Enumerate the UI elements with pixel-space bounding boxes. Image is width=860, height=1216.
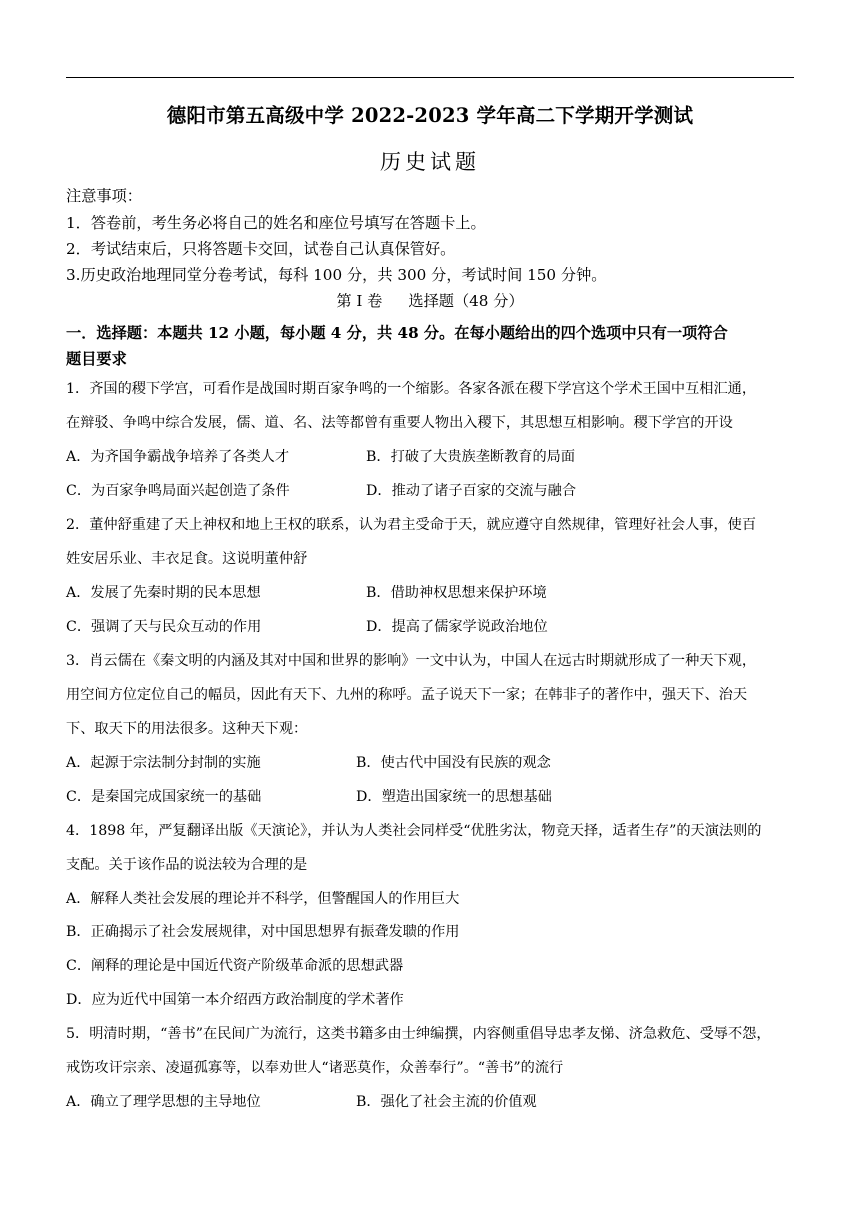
exam-title: 德阳市第五高级中学 2022-2023 学年高二下学期开学测试 xyxy=(166,104,694,127)
option-d: D．推动了诸子百家的交流与融合 xyxy=(366,483,577,499)
section-instruction: 题目要求 xyxy=(66,350,127,368)
question-stem: 3．肖云儒在《秦文明的内涵及其对中国和世界的影响》一文中认为，中国人在远古时期就形成了一种天下观， xyxy=(66,653,757,669)
question-stem: 下、取天下的用法很多。这种天下观： xyxy=(66,721,308,737)
option-b: B．正确揭示了社会发展规律，对中国思想界有振聋发聩的作用 xyxy=(66,924,460,940)
section-name: 选择题（48 分） xyxy=(408,292,524,310)
question-stem: 4．1898 年，严复翻译出版《天演论》，并认为人类社会同样受“优胜劣汰，物竞天择，适者生存”的天演法则的 xyxy=(66,823,762,839)
option-a: A．起源于宗法制分封制的实施 xyxy=(66,755,261,771)
option-c: C．是秦国完成国家统一的基础 xyxy=(66,789,262,805)
option-b: B．借助神权思想来保护环境 xyxy=(366,585,547,601)
section-instruction: 一．选择题：本题共 12 小题，每小题 4 分，共 48 分。在每小题给出的四个选项中只有一项符合 xyxy=(66,324,728,342)
option-a: A．解释人类社会发展的理论并不科学，但警醒国人的作用巨大 xyxy=(66,891,460,907)
option-b: B．强化了社会主流的价值观 xyxy=(356,1094,537,1110)
question-stem: 戒饬攻讦宗亲、凌逼孤寡等，以奉劝世人“诸恶莫作，众善奉行”。“善书”的流行 xyxy=(66,1060,564,1076)
option-a: A．确立了理学思想的主导地位 xyxy=(66,1094,261,1110)
question-stem: 姓安居乐业、丰衣足食。这说明董仲舒 xyxy=(66,551,308,567)
option-c: C．为百家争鸣局面兴起创造了条件 xyxy=(66,483,290,499)
question-stem: 在辩驳、争鸣中综合发展，儒、道、名、法等都曾有重要人物出入稷下，其思想互相影响。稷下学宫的开设 xyxy=(66,415,733,431)
header-rule xyxy=(66,77,794,78)
section-heading xyxy=(0,290,860,311)
option-c: C．强调了天与民众互动的作用 xyxy=(66,619,262,635)
notice-item: 3.历史政治地理同堂分卷考试，每科 100 分，共 300 分，考试时间 150 分钟。 xyxy=(66,266,607,284)
question-stem: 5．明清时期，“善书”在民间广为流行，这类书籍多由士绅编撰，内容侧重倡导忠孝友悌、济急救危、受辱不怨， xyxy=(66,1026,771,1042)
notice-heading: 注意事项： xyxy=(66,187,142,205)
section-label: 第 I 卷 xyxy=(336,292,383,310)
question-stem: 支配。关于该作品的说法较为合理的是 xyxy=(66,857,308,873)
option-b: B．使古代中国没有民族的观念 xyxy=(356,755,551,771)
question-stem: 1．齐国的稷下学宫，可看作是战国时期百家争鸣的一个缩影。各家各派在稷下学宫这个学术王国中互相汇通， xyxy=(66,381,757,397)
option-d: D．应为近代中国第一本介绍西方政治制度的学术著作 xyxy=(66,992,404,1008)
question-stem: 用空间方位定位自己的幅员，因此有天下、九州的称呼。孟子说天下一家；在韩非子的著作中，强天下、治天 xyxy=(66,687,748,703)
subject-title: 历史试题 xyxy=(380,150,480,174)
question-stem: 2．董仲舒重建了天上神权和地上王权的联系，认为君主受命于天，就应遵守自然规律，管理好社会人事，使百 xyxy=(66,517,757,533)
notice-item: 1．答卷前，考生务必将自己的姓名和座位号填写在答题卡上。 xyxy=(66,214,486,232)
notice-item: 2．考试结束后，只将答题卡交回，试卷自己认真保管好。 xyxy=(66,240,456,258)
option-c: C．阐释的理论是中国近代资产阶级革命派的思想武器 xyxy=(66,958,404,974)
option-b: B．打破了大贵族垄断教育的局面 xyxy=(366,449,576,465)
option-d: D．提高了儒家学说政治地位 xyxy=(366,619,548,635)
option-a: A．为齐国争霸战争培养了各类人才 xyxy=(66,449,290,465)
option-d: D．塑造出国家统一的思想基础 xyxy=(356,789,552,805)
option-a: A．发展了先秦时期的民本思想 xyxy=(66,585,261,601)
